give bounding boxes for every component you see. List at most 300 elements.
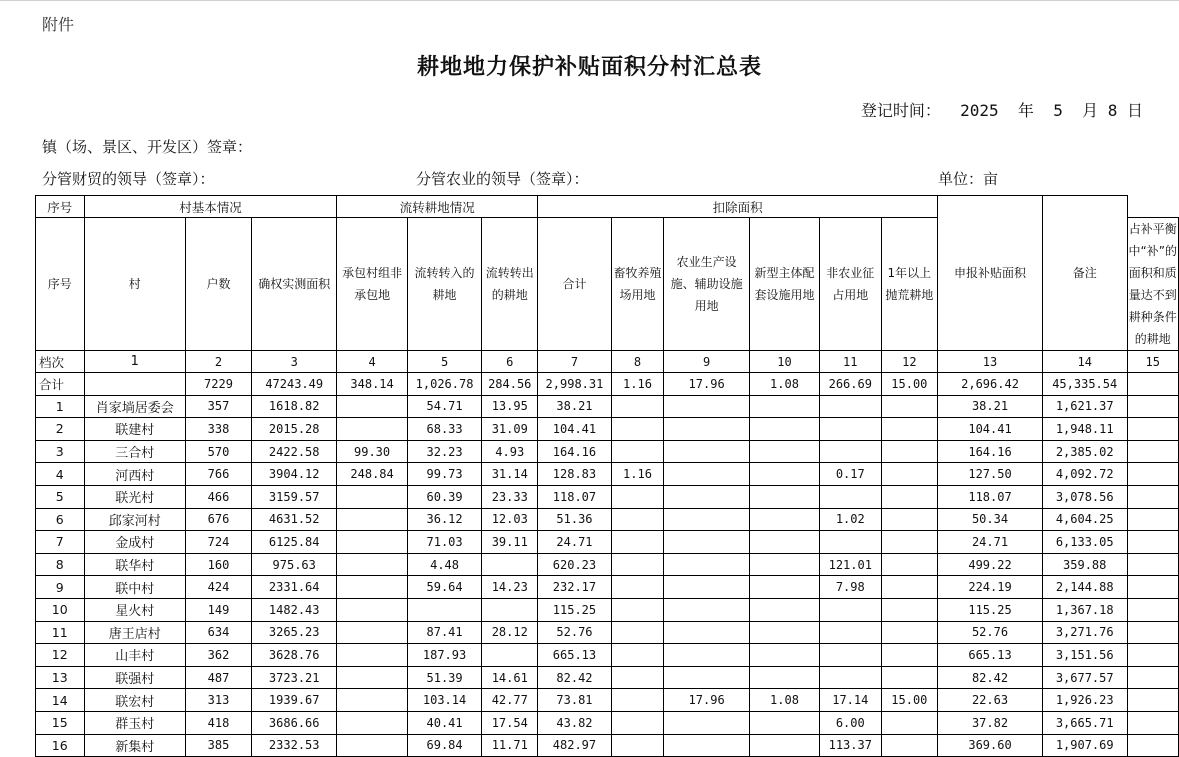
village-cell: 369.60	[938, 734, 1043, 757]
village-cell: 三合村	[84, 440, 185, 463]
col-header-claimed-area: 申报补贴面积	[938, 196, 1043, 351]
village-cell: 2015.28	[252, 418, 337, 441]
village-cell: 187.93	[407, 644, 482, 667]
village-cell: 224.19	[938, 576, 1043, 599]
village-cell: 1,948.11	[1042, 418, 1127, 441]
village-cell	[611, 598, 663, 621]
village-cell: 7.98	[819, 576, 881, 599]
village-cell: 43.82	[538, 711, 612, 734]
village-cell: 2	[36, 418, 85, 441]
village-cell	[407, 598, 482, 621]
village-cell: 3,151.56	[1042, 644, 1127, 667]
table-row	[36, 485, 1179, 508]
village-cell: 87.41	[407, 621, 482, 644]
village-cell: 1939.67	[252, 689, 337, 712]
village-cell	[337, 734, 407, 757]
village-cell: 1,907.69	[1042, 734, 1127, 757]
col-header-livestock: 畜牧养殖场用地	[611, 218, 663, 351]
total-cell	[84, 373, 185, 396]
village-cell: 82.42	[938, 666, 1043, 689]
village-cell: 39.11	[482, 531, 538, 554]
village-cell: 385	[185, 734, 251, 757]
village-cell	[1127, 689, 1179, 712]
village-cell	[750, 734, 820, 757]
village-cell: 3,271.76	[1042, 621, 1127, 644]
table-row	[36, 508, 1179, 531]
village-cell: 82.42	[538, 666, 612, 689]
table-row	[36, 576, 1179, 599]
col-header-farm-facilities: 农业生产设施、辅助设施用地	[664, 218, 750, 351]
table-body	[36, 395, 1179, 757]
village-cell	[1127, 463, 1179, 486]
village-cell: 121.01	[819, 553, 881, 576]
village-cell	[611, 485, 663, 508]
col-header-seq: 序号	[36, 218, 85, 351]
col-header-village: 村	[84, 218, 185, 351]
village-cell: 59.64	[407, 576, 482, 599]
village-cell	[337, 644, 407, 667]
village-cell	[664, 711, 750, 734]
table-row	[36, 418, 1179, 441]
village-cell: 634	[185, 621, 251, 644]
village-cell: 248.84	[337, 463, 407, 486]
village-cell	[1127, 553, 1179, 576]
village-cell: 17.96	[664, 689, 750, 712]
village-cell	[1127, 418, 1179, 441]
village-cell: 69.84	[407, 734, 482, 757]
village-cell: 邱家河村	[84, 508, 185, 531]
village-cell: 15	[36, 711, 85, 734]
village-cell	[750, 576, 820, 599]
village-cell: 11.71	[482, 734, 538, 757]
village-cell	[881, 440, 938, 463]
village-cell	[337, 485, 407, 508]
village-cell: 联强村	[84, 666, 185, 689]
village-cell	[1127, 734, 1179, 757]
village-cell	[750, 644, 820, 667]
village-cell	[337, 711, 407, 734]
index-cell: 3	[252, 351, 337, 373]
village-cell: 766	[185, 463, 251, 486]
village-cell	[881, 621, 938, 644]
village-cell: 4631.52	[252, 508, 337, 531]
village-cell: 5	[36, 485, 85, 508]
village-cell: 23.33	[482, 485, 538, 508]
village-cell: 3723.21	[252, 666, 337, 689]
village-cell	[664, 621, 750, 644]
document-title: 耕地地力保护补贴面积分村汇总表	[416, 55, 762, 80]
village-cell: 487	[185, 666, 251, 689]
village-cell	[611, 644, 663, 667]
village-cell	[611, 666, 663, 689]
table-row	[36, 644, 1179, 667]
village-cell: 11	[36, 621, 85, 644]
village-cell: 1	[36, 395, 85, 418]
table-row	[36, 463, 1179, 486]
village-cell: 164.16	[938, 440, 1043, 463]
village-cell	[750, 418, 820, 441]
village-cell	[881, 711, 938, 734]
index-cell: 8	[611, 351, 663, 373]
village-cell: 104.41	[538, 418, 612, 441]
village-cell	[611, 418, 663, 441]
village-cell	[482, 598, 538, 621]
total-cell: 266.69	[819, 373, 881, 396]
village-cell	[881, 666, 938, 689]
table-row	[36, 621, 1179, 644]
village-cell: 4.48	[407, 553, 482, 576]
village-cell: 3904.12	[252, 463, 337, 486]
village-cell	[611, 553, 663, 576]
index-cell: 12	[881, 351, 938, 373]
index-cell: 档次	[36, 351, 85, 373]
village-cell	[337, 531, 407, 554]
village-cell: 7	[36, 531, 85, 554]
village-cell	[1127, 508, 1179, 531]
village-cell	[337, 598, 407, 621]
col-header-households: 户数	[185, 218, 251, 351]
index-row	[36, 351, 1179, 373]
village-cell: 424	[185, 576, 251, 599]
table-row	[36, 666, 1179, 689]
village-cell: 联中村	[84, 576, 185, 599]
attachment-label: 附件	[42, 15, 75, 34]
village-cell: 482.97	[538, 734, 612, 757]
village-cell	[819, 644, 881, 667]
top-border-line	[0, 0, 1179, 1]
village-cell	[337, 621, 407, 644]
agriculture-leader-signature: 分管农业的领导（签章）：	[416, 170, 589, 188]
village-cell: 3159.57	[252, 485, 337, 508]
village-cell: 31.09	[482, 418, 538, 441]
village-cell	[337, 576, 407, 599]
village-cell: 联建村	[84, 418, 185, 441]
village-cell	[482, 553, 538, 576]
village-cell: 2,385.02	[1042, 440, 1127, 463]
village-cell	[881, 531, 938, 554]
village-cell	[881, 508, 938, 531]
village-cell: 17.14	[819, 689, 881, 712]
village-cell: 13	[36, 666, 85, 689]
village-cell	[881, 418, 938, 441]
village-cell: 联宏村	[84, 689, 185, 712]
village-cell	[337, 553, 407, 576]
village-cell	[819, 598, 881, 621]
total-cell: 284.56	[482, 373, 538, 396]
col-header-remarks: 备注	[1042, 196, 1127, 351]
village-cell	[1127, 395, 1179, 418]
village-cell	[819, 531, 881, 554]
village-cell: 4,092.72	[1042, 463, 1127, 486]
village-cell	[664, 463, 750, 486]
village-cell: 50.34	[938, 508, 1043, 531]
village-cell: 2422.58	[252, 440, 337, 463]
village-cell	[664, 531, 750, 554]
village-cell: 52.76	[538, 621, 612, 644]
village-cell	[819, 440, 881, 463]
village-cell: 38.21	[938, 395, 1043, 418]
table-row	[36, 395, 1179, 418]
village-cell	[611, 440, 663, 463]
village-cell: 1,367.18	[1042, 598, 1127, 621]
village-cell: 2,144.88	[1042, 576, 1127, 599]
village-cell	[664, 395, 750, 418]
total-cell: 15.00	[881, 373, 938, 396]
village-cell	[664, 485, 750, 508]
village-cell	[1127, 440, 1179, 463]
index-cell: 13	[938, 351, 1043, 373]
village-cell	[881, 553, 938, 576]
village-cell: 2331.64	[252, 576, 337, 599]
village-cell: 113.37	[819, 734, 881, 757]
total-cell: 合计	[36, 373, 85, 396]
village-cell: 10	[36, 598, 85, 621]
village-cell: 12	[36, 644, 85, 667]
total-cell: 1.08	[750, 373, 820, 396]
village-cell: 665.13	[938, 644, 1043, 667]
col-header-new-entity-facilities: 新型主体配套设施用地	[750, 218, 820, 351]
village-cell: 71.03	[407, 531, 482, 554]
village-cell: 3,078.56	[1042, 485, 1127, 508]
village-cell	[750, 621, 820, 644]
table-row	[36, 440, 1179, 463]
village-cell: 4.93	[482, 440, 538, 463]
village-cell	[337, 395, 407, 418]
village-cell	[664, 598, 750, 621]
village-cell: 17.54	[482, 711, 538, 734]
village-cell: 6125.84	[252, 531, 337, 554]
table-row	[36, 711, 1179, 734]
village-cell: 唐王店村	[84, 621, 185, 644]
village-cell: 128.83	[538, 463, 612, 486]
village-cell: 1,926.23	[1042, 689, 1127, 712]
group-seq: 序号	[36, 196, 85, 218]
village-cell	[337, 508, 407, 531]
village-cell	[750, 553, 820, 576]
total-row	[36, 373, 1179, 396]
village-cell: 3265.23	[252, 621, 337, 644]
village-cell	[819, 666, 881, 689]
table-row	[36, 734, 1179, 757]
index-cell: 2	[185, 351, 251, 373]
village-cell	[664, 508, 750, 531]
group-basic: 村基本情况	[84, 196, 337, 218]
village-cell	[750, 485, 820, 508]
village-cell	[819, 418, 881, 441]
village-cell: 4,604.25	[1042, 508, 1127, 531]
village-cell: 22.63	[938, 689, 1043, 712]
total-cell: 2,696.42	[938, 373, 1043, 396]
village-cell: 357	[185, 395, 251, 418]
village-cell: 9	[36, 576, 85, 599]
village-cell: 313	[185, 689, 251, 712]
village-cell: 3686.66	[252, 711, 337, 734]
village-cell: 51.36	[538, 508, 612, 531]
index-cell: 5	[407, 351, 482, 373]
village-cell	[1127, 711, 1179, 734]
village-cell: 32.23	[407, 440, 482, 463]
village-cell: 31.14	[482, 463, 538, 486]
village-cell: 0.17	[819, 463, 881, 486]
village-cell: 40.41	[407, 711, 482, 734]
village-cell: 14.23	[482, 576, 538, 599]
village-cell: 724	[185, 531, 251, 554]
village-cell: 1482.43	[252, 598, 337, 621]
village-cell: 160	[185, 553, 251, 576]
village-cell: 232.17	[538, 576, 612, 599]
total-cell: 47243.49	[252, 373, 337, 396]
table-row	[36, 598, 1179, 621]
index-cell: 4	[337, 351, 407, 373]
index-cell: 10	[750, 351, 820, 373]
village-cell: 149	[185, 598, 251, 621]
village-cell: 15.00	[881, 689, 938, 712]
unit-label: 单位：亩	[938, 170, 999, 188]
table-row	[36, 553, 1179, 576]
village-cell: 1.16	[611, 463, 663, 486]
village-cell: 2332.53	[252, 734, 337, 757]
total-cell: 7229	[185, 373, 251, 396]
village-cell: 118.07	[538, 485, 612, 508]
village-cell: 3,665.71	[1042, 711, 1127, 734]
village-cell	[1127, 666, 1179, 689]
village-cell	[750, 440, 820, 463]
index-cell: 15	[1127, 351, 1179, 373]
registration-time: 登记时间： 2025 年 5 月 8 日	[860, 101, 1143, 120]
index-cell: 11	[819, 351, 881, 373]
village-cell	[611, 531, 663, 554]
total-cell: 2,998.31	[538, 373, 612, 396]
village-cell: 1618.82	[252, 395, 337, 418]
village-cell: 975.63	[252, 553, 337, 576]
village-cell	[1127, 576, 1179, 599]
village-cell	[611, 711, 663, 734]
village-cell	[611, 689, 663, 712]
town-stamp-line: 镇（场、景区、开发区）签章：	[42, 138, 253, 156]
village-cell: 1.02	[819, 508, 881, 531]
village-cell: 13.95	[482, 395, 538, 418]
village-cell	[819, 485, 881, 508]
village-cell: 362	[185, 644, 251, 667]
village-cell	[337, 689, 407, 712]
index-cell: 9	[664, 351, 750, 373]
total-cell: 45,335.54	[1042, 373, 1127, 396]
village-cell	[664, 734, 750, 757]
village-cell: 570	[185, 440, 251, 463]
village-cell: 38.21	[538, 395, 612, 418]
village-cell	[664, 666, 750, 689]
village-cell: 164.16	[538, 440, 612, 463]
village-cell: 河西村	[84, 463, 185, 486]
village-cell	[664, 418, 750, 441]
village-cell	[1127, 531, 1179, 554]
village-cell: 3,677.57	[1042, 666, 1127, 689]
village-cell	[881, 395, 938, 418]
village-cell	[611, 621, 663, 644]
village-cell	[664, 553, 750, 576]
village-cell: 68.33	[407, 418, 482, 441]
village-cell	[750, 666, 820, 689]
village-cell	[1127, 621, 1179, 644]
village-cell	[881, 734, 938, 757]
subsidy-summary-table	[35, 195, 1179, 757]
village-cell: 28.12	[482, 621, 538, 644]
signature-row	[42, 168, 1152, 188]
village-cell: 37.82	[938, 711, 1043, 734]
village-cell	[664, 576, 750, 599]
group-transfer: 流转耕地情况	[337, 196, 538, 218]
col-header-deduct-total: 合计	[538, 218, 612, 351]
village-cell: 14.61	[482, 666, 538, 689]
header-group-row	[36, 196, 1179, 218]
col-header-non-contract-land: 承包村组非承包地	[337, 218, 407, 351]
index-cell: 1	[84, 351, 185, 373]
village-cell: 73.81	[538, 689, 612, 712]
village-cell	[1127, 485, 1179, 508]
village-cell: 42.77	[482, 689, 538, 712]
col-header-surveyed-area: 确权实测面积	[252, 218, 337, 351]
index-cell: 7	[538, 351, 612, 373]
village-cell: 115.25	[538, 598, 612, 621]
village-cell	[482, 644, 538, 667]
village-cell: 115.25	[938, 598, 1043, 621]
village-cell: 星火村	[84, 598, 185, 621]
village-cell: 499.22	[938, 553, 1043, 576]
village-cell	[881, 598, 938, 621]
village-cell: 6.00	[819, 711, 881, 734]
village-cell: 8	[36, 553, 85, 576]
village-cell: 104.41	[938, 418, 1043, 441]
village-cell	[337, 418, 407, 441]
village-cell: 99.73	[407, 463, 482, 486]
village-cell: 466	[185, 485, 251, 508]
village-cell: 4	[36, 463, 85, 486]
village-cell: 418	[185, 711, 251, 734]
village-cell: 6,133.05	[1042, 531, 1127, 554]
village-cell: 新集村	[84, 734, 185, 757]
village-cell	[750, 508, 820, 531]
finance-leader-signature: 分管财贸的领导（签章）：	[42, 170, 215, 188]
village-cell: 665.13	[538, 644, 612, 667]
village-cell: 群玉村	[84, 711, 185, 734]
village-cell	[881, 485, 938, 508]
village-cell: 联华村	[84, 553, 185, 576]
village-cell	[337, 666, 407, 689]
col-header-transfer-in: 流转转入的耕地	[407, 218, 482, 351]
village-cell	[664, 644, 750, 667]
col-header-non-agri-use: 非农业征占用地	[819, 218, 881, 351]
index-cell: 14	[1042, 351, 1127, 373]
total-cell: 348.14	[337, 373, 407, 396]
village-cell	[611, 576, 663, 599]
village-cell: 51.39	[407, 666, 482, 689]
village-cell	[750, 463, 820, 486]
group-deduct: 扣除面积	[538, 196, 938, 218]
village-cell	[611, 734, 663, 757]
index-cell: 6	[482, 351, 538, 373]
village-cell: 52.76	[938, 621, 1043, 644]
village-cell	[881, 463, 938, 486]
col-header-abandoned: 1年以上抛荒耕地	[881, 218, 938, 351]
village-cell: 676	[185, 508, 251, 531]
village-cell: 118.07	[938, 485, 1043, 508]
village-cell	[819, 395, 881, 418]
village-cell: 山丰村	[84, 644, 185, 667]
village-cell: 359.88	[1042, 553, 1127, 576]
table-row	[36, 531, 1179, 554]
village-cell	[1127, 644, 1179, 667]
village-cell: 99.30	[337, 440, 407, 463]
